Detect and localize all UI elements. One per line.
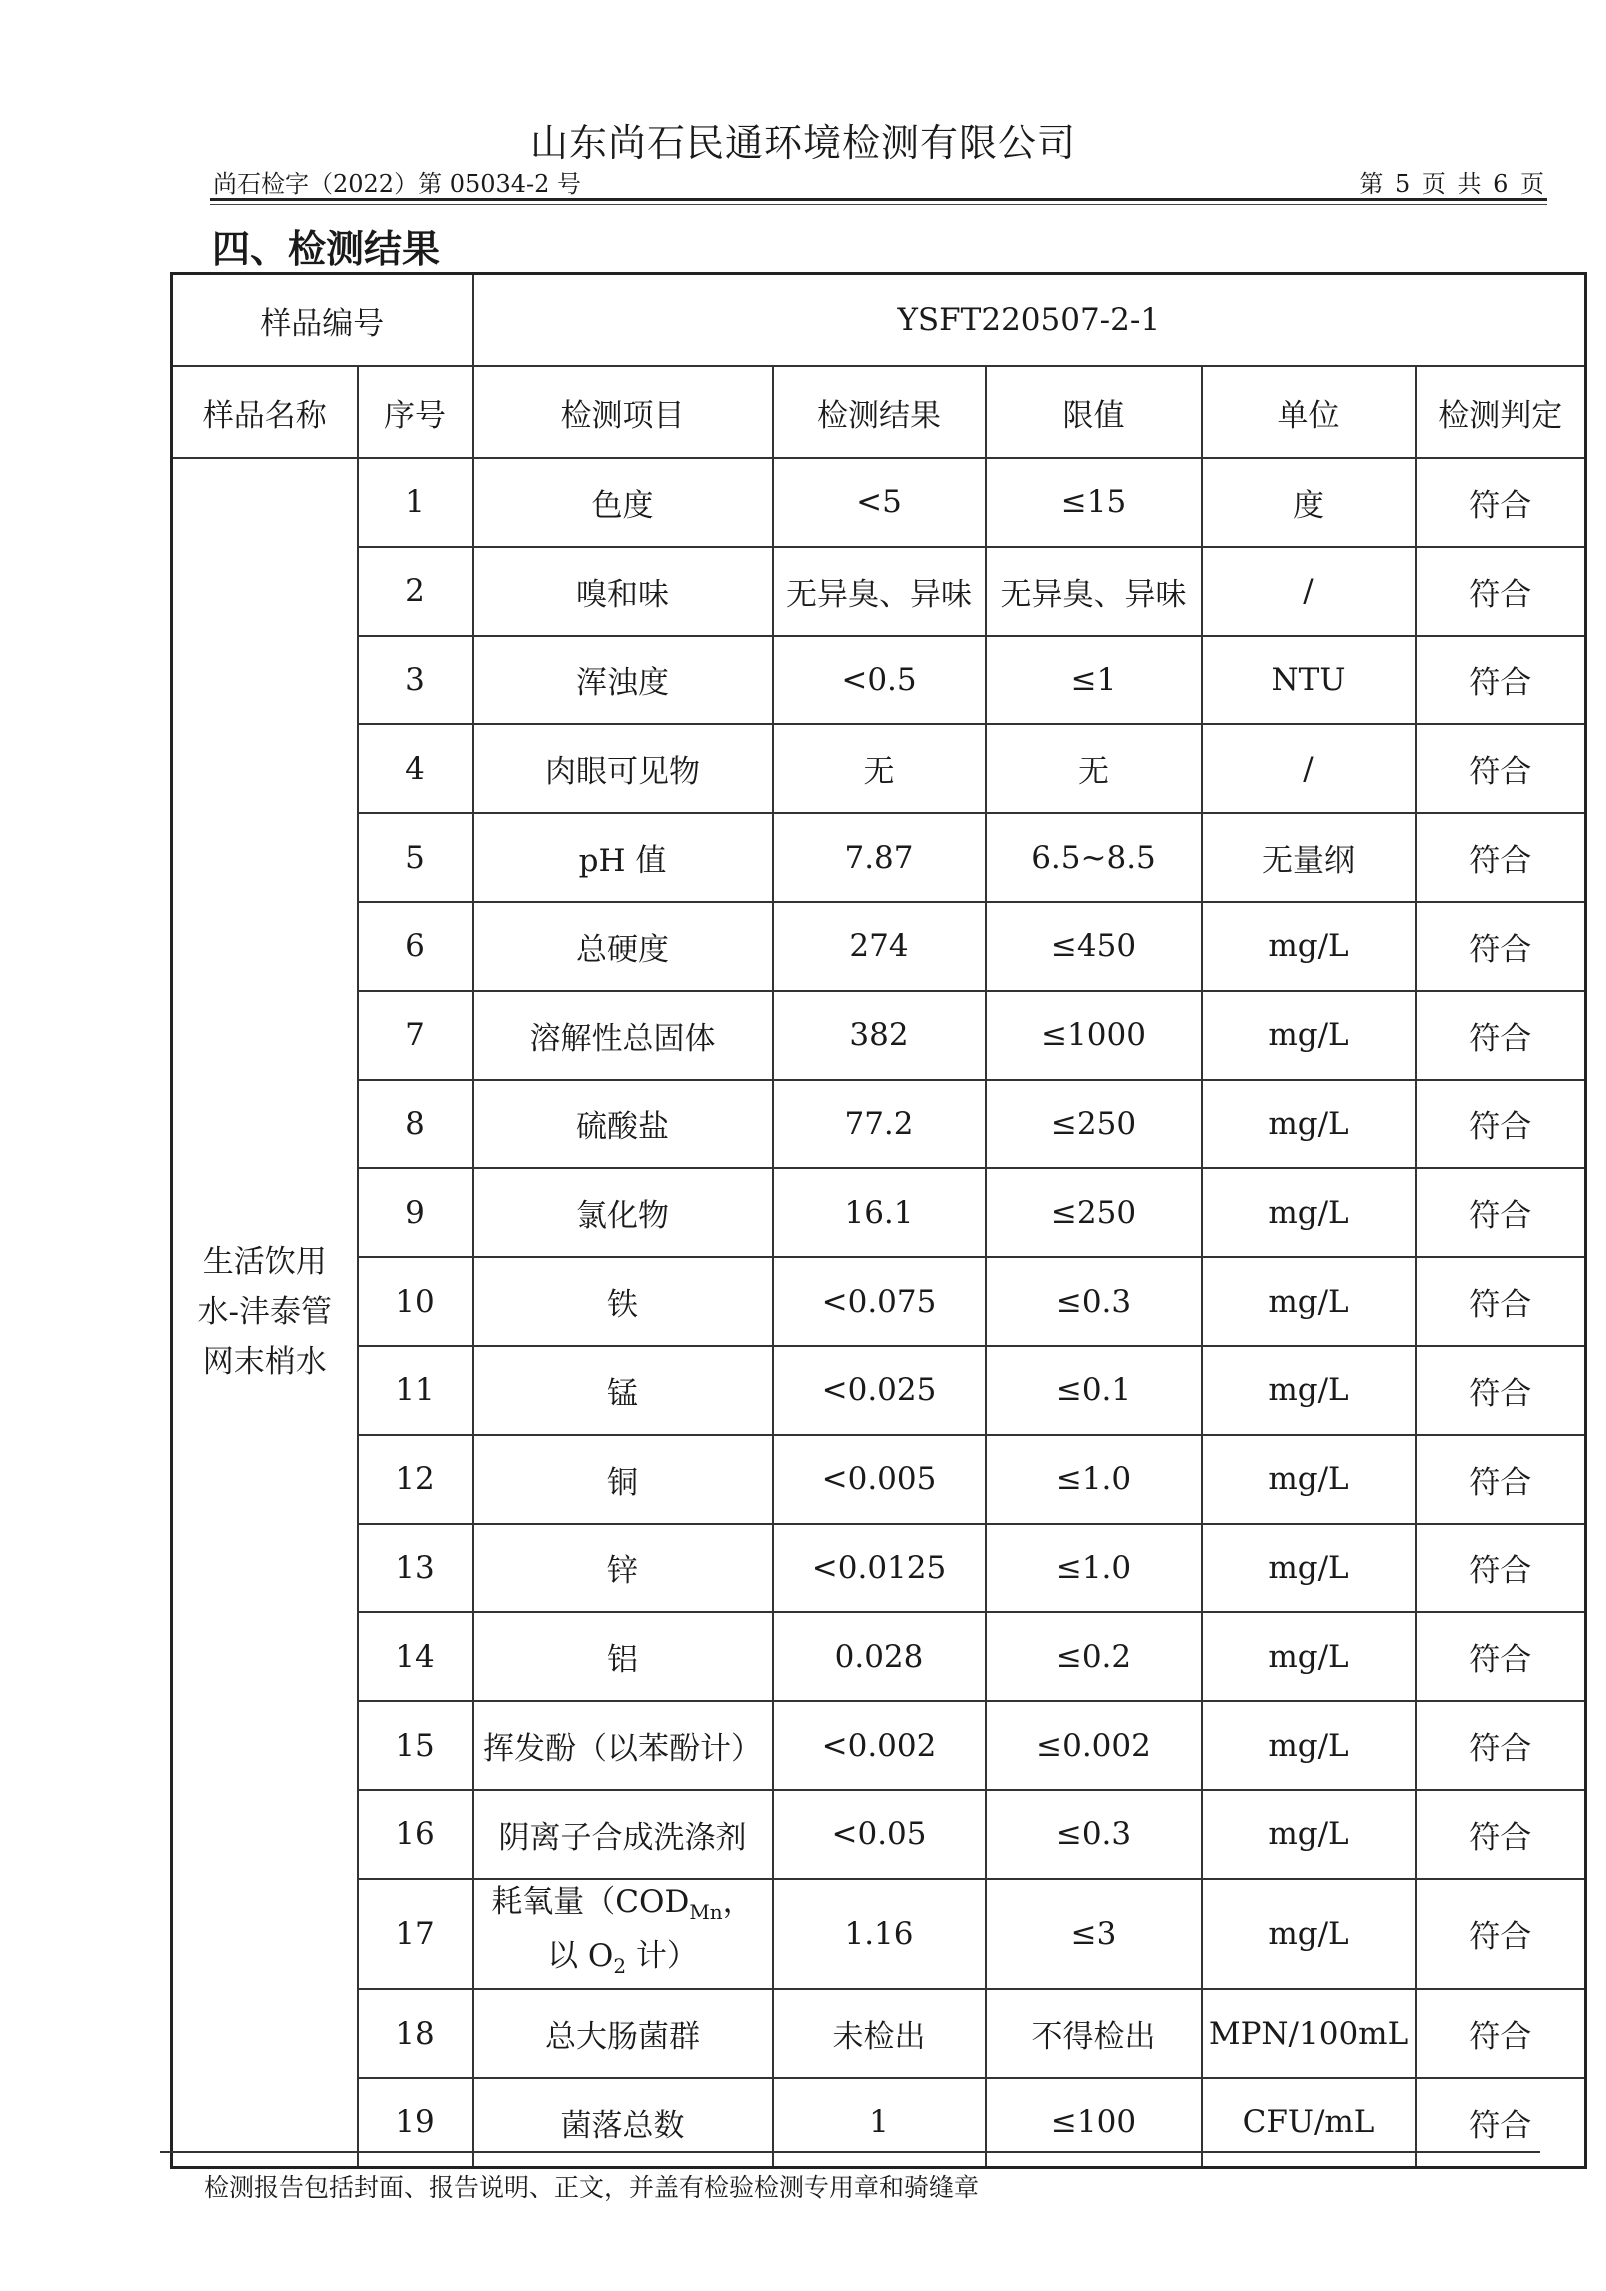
column-header: 单位 xyxy=(1202,366,1416,458)
column-header: 检测判定 xyxy=(1416,366,1586,458)
item-name: 嗅和味 xyxy=(473,547,773,636)
judgement-value: 符合 xyxy=(1416,1346,1586,1435)
limit-value: 不得检出 xyxy=(986,1989,1202,2078)
limit-value: ≤1 xyxy=(986,636,1202,725)
unit-value: mg/L xyxy=(1202,1168,1416,1257)
result-value: <0.002 xyxy=(773,1701,986,1790)
row-number: 13 xyxy=(358,1524,473,1613)
sample-number-value: YSFT220507-2-1 xyxy=(473,274,1586,367)
limit-value: 无 xyxy=(986,724,1202,813)
result-value: 1.16 xyxy=(773,1879,986,1989)
unit-value: mg/L xyxy=(1202,991,1416,1080)
row-number: 7 xyxy=(358,991,473,1080)
limit-value: 无异臭、异味 xyxy=(986,547,1202,636)
row-number: 17 xyxy=(358,1879,473,1989)
table-row xyxy=(172,2078,1586,2167)
judgement-value: 符合 xyxy=(1416,1168,1586,1257)
table-row xyxy=(172,1080,1586,1169)
page-info: 第 5 页 共 6 页 xyxy=(1359,170,1544,198)
item-name-line xyxy=(474,1880,772,1934)
company-name: 山东尚石民通环境检测有限公司 xyxy=(529,121,1076,165)
row-number: 11 xyxy=(358,1346,473,1435)
result-value: 0.028 xyxy=(773,1612,986,1701)
sample-number-row xyxy=(172,274,1586,367)
table-row xyxy=(172,724,1586,813)
result-value: <0.075 xyxy=(773,1257,986,1346)
judgement-value: 符合 xyxy=(1416,1612,1586,1701)
table-row xyxy=(172,1790,1586,1879)
result-value: <5 xyxy=(773,458,986,547)
table-row xyxy=(172,1168,1586,1257)
footer-note: 检测报告包括封面、报告说明、正文，并盖有检验检测专用章和骑缝章 xyxy=(204,2173,980,2202)
judgement-value: 符合 xyxy=(1416,1257,1586,1346)
unit-value: mg/L xyxy=(1202,1524,1416,1613)
limit-value: ≤100 xyxy=(986,2078,1202,2167)
result-value: <0.5 xyxy=(773,636,986,725)
item-name: 浑浊度 xyxy=(473,636,773,725)
item-name: 肉眼可见物 xyxy=(473,724,773,813)
result-value: 274 xyxy=(773,902,986,991)
sample-name-cell xyxy=(172,458,358,2167)
unit-value: MPN/100mL xyxy=(1202,1989,1416,2078)
judgement-value: 符合 xyxy=(1416,636,1586,725)
sample-name-line: 网末梢水 xyxy=(202,1344,327,1381)
item-name: 铝 xyxy=(473,1612,773,1701)
unit-value: 无量纲 xyxy=(1202,813,1416,902)
judgement-value: 符合 xyxy=(1416,1524,1586,1613)
item-name: 总硬度 xyxy=(473,902,773,991)
section-title: 四、检测结果 xyxy=(212,226,441,271)
item-text: ， xyxy=(722,1883,754,1920)
row-number: 12 xyxy=(358,1435,473,1524)
limit-value: ≤1.0 xyxy=(986,1524,1202,1613)
unit-value: mg/L xyxy=(1202,1612,1416,1701)
row-number: 6 xyxy=(358,902,473,991)
item-name: 锰 xyxy=(473,1346,773,1435)
unit-value: mg/L xyxy=(1202,1257,1416,1346)
item-name: 铁 xyxy=(473,1257,773,1346)
result-value: 未检出 xyxy=(773,1989,986,2078)
result-value: 无 xyxy=(773,724,986,813)
limit-value: ≤250 xyxy=(986,1168,1202,1257)
limit-value: ≤1000 xyxy=(986,991,1202,1080)
result-value: <0.025 xyxy=(773,1346,986,1435)
result-value: <0.0125 xyxy=(773,1524,986,1613)
limit-value: ≤3 xyxy=(986,1879,1202,1989)
result-value: 无异臭、异味 xyxy=(773,547,986,636)
unit-value: mg/L xyxy=(1202,1790,1416,1879)
judgement-value: 符合 xyxy=(1416,2078,1586,2167)
table-row xyxy=(172,636,1586,725)
column-header: 检测结果 xyxy=(773,366,986,458)
row-number: 16 xyxy=(358,1790,473,1879)
limit-value: ≤0.3 xyxy=(986,1790,1202,1879)
row-number: 18 xyxy=(358,1989,473,2078)
table-row xyxy=(172,1524,1586,1613)
judgement-value: 符合 xyxy=(1416,902,1586,991)
row-number: 3 xyxy=(358,636,473,725)
item-text: 2 xyxy=(613,1954,627,1979)
unit-value: / xyxy=(1202,547,1416,636)
table-row xyxy=(172,1989,1586,2078)
column-header: 检测项目 xyxy=(473,366,773,458)
item-name: 溶解性总固体 xyxy=(473,991,773,1080)
header-rule-thin xyxy=(210,204,1547,205)
unit-value: CFU/mL xyxy=(1202,2078,1416,2167)
row-number: 14 xyxy=(358,1612,473,1701)
item-name: 总大肠菌群 xyxy=(473,1989,773,2078)
judgement-value: 符合 xyxy=(1416,1879,1586,1989)
result-value: 7.87 xyxy=(773,813,986,902)
row-number: 9 xyxy=(358,1168,473,1257)
row-number: 2 xyxy=(358,547,473,636)
table-row xyxy=(172,1435,1586,1524)
row-number: 15 xyxy=(358,1701,473,1790)
result-value: 1 xyxy=(773,2078,986,2167)
item-name: 硫酸盐 xyxy=(473,1080,773,1169)
limit-value: ≤15 xyxy=(986,458,1202,547)
judgement-value: 符合 xyxy=(1416,813,1586,902)
item-name: 挥发酚（以苯酚计） xyxy=(473,1701,773,1790)
judgement-value: 符合 xyxy=(1416,724,1586,813)
limit-value: ≤450 xyxy=(986,902,1202,991)
judgement-value: 符合 xyxy=(1416,1790,1586,1879)
column-header-row xyxy=(172,366,1586,458)
limit-value: 6.5~8.5 xyxy=(986,813,1202,902)
judgement-value: 符合 xyxy=(1416,1435,1586,1524)
unit-value: mg/L xyxy=(1202,902,1416,991)
row-number: 10 xyxy=(358,1257,473,1346)
item-name: 色度 xyxy=(473,458,773,547)
limit-value: ≤0.3 xyxy=(986,1257,1202,1346)
table-row xyxy=(172,991,1586,1080)
judgement-value: 符合 xyxy=(1416,1989,1586,2078)
limit-value: ≤250 xyxy=(986,1080,1202,1169)
unit-value: mg/L xyxy=(1202,1879,1416,1989)
report-number: 尚石检字（2022）第 05034-2 号 xyxy=(213,170,582,198)
item-text: Mn xyxy=(689,1899,723,1924)
item-text: 计） xyxy=(626,1937,698,1974)
sample-name-line: 水-沣泰管 xyxy=(197,1294,332,1331)
table-row xyxy=(172,1612,1586,1701)
table-row xyxy=(172,813,1586,902)
judgement-value: 符合 xyxy=(1416,458,1586,547)
judgement-value: 符合 xyxy=(1416,547,1586,636)
item-name: pH 值 xyxy=(473,813,773,902)
item-name-line xyxy=(474,1934,772,1988)
result-value: <0.005 xyxy=(773,1435,986,1524)
footer-rule xyxy=(160,2151,1540,2153)
result-value: 382 xyxy=(773,991,986,1080)
result-value: 16.1 xyxy=(773,1168,986,1257)
judgement-value: 符合 xyxy=(1416,991,1586,1080)
unit-value: mg/L xyxy=(1202,1435,1416,1524)
table-row xyxy=(172,1257,1586,1346)
item-text: 耗氧量（COD xyxy=(491,1883,690,1920)
limit-value: ≤0.2 xyxy=(986,1612,1202,1701)
judgement-value: 符合 xyxy=(1416,1701,1586,1790)
column-header: 序号 xyxy=(358,366,473,458)
unit-value: NTU xyxy=(1202,636,1416,725)
results-table xyxy=(170,272,1587,2169)
row-number: 1 xyxy=(358,458,473,547)
header-rule xyxy=(210,198,1547,201)
item-name: 阴离子合成洗涤剂 xyxy=(473,1790,773,1879)
row-number: 4 xyxy=(358,724,473,813)
limit-value: ≤1.0 xyxy=(986,1435,1202,1524)
unit-value: / xyxy=(1202,724,1416,813)
unit-value: mg/L xyxy=(1202,1080,1416,1169)
sample-name-line: 生活饮用 xyxy=(202,1244,327,1281)
item-name: 铜 xyxy=(473,1435,773,1524)
table-row xyxy=(172,1701,1586,1790)
judgement-value: 符合 xyxy=(1416,1080,1586,1169)
unit-value: mg/L xyxy=(1202,1701,1416,1790)
row-number: 8 xyxy=(358,1080,473,1169)
table-row xyxy=(172,902,1586,991)
row-number: 19 xyxy=(358,2078,473,2167)
unit-value: mg/L xyxy=(1202,1346,1416,1435)
result-value: <0.05 xyxy=(773,1790,986,1879)
column-header: 样品名称 xyxy=(172,366,358,458)
table-row xyxy=(172,1879,1586,1989)
row-number: 5 xyxy=(358,813,473,902)
unit-value: 度 xyxy=(1202,458,1416,547)
item-name: 菌落总数 xyxy=(473,2078,773,2167)
table-row xyxy=(172,458,1586,547)
column-header: 限值 xyxy=(986,366,1202,458)
limit-value: ≤0.1 xyxy=(986,1346,1202,1435)
item-name: 锌 xyxy=(473,1524,773,1613)
item-name xyxy=(473,1879,773,1989)
item-text: 以 O xyxy=(547,1937,614,1974)
sample-number-label: 样品编号 xyxy=(172,274,473,367)
item-name: 氯化物 xyxy=(473,1168,773,1257)
result-value: 77.2 xyxy=(773,1080,986,1169)
limit-value: ≤0.002 xyxy=(986,1701,1202,1790)
table-row xyxy=(172,1346,1586,1435)
table-row xyxy=(172,547,1586,636)
